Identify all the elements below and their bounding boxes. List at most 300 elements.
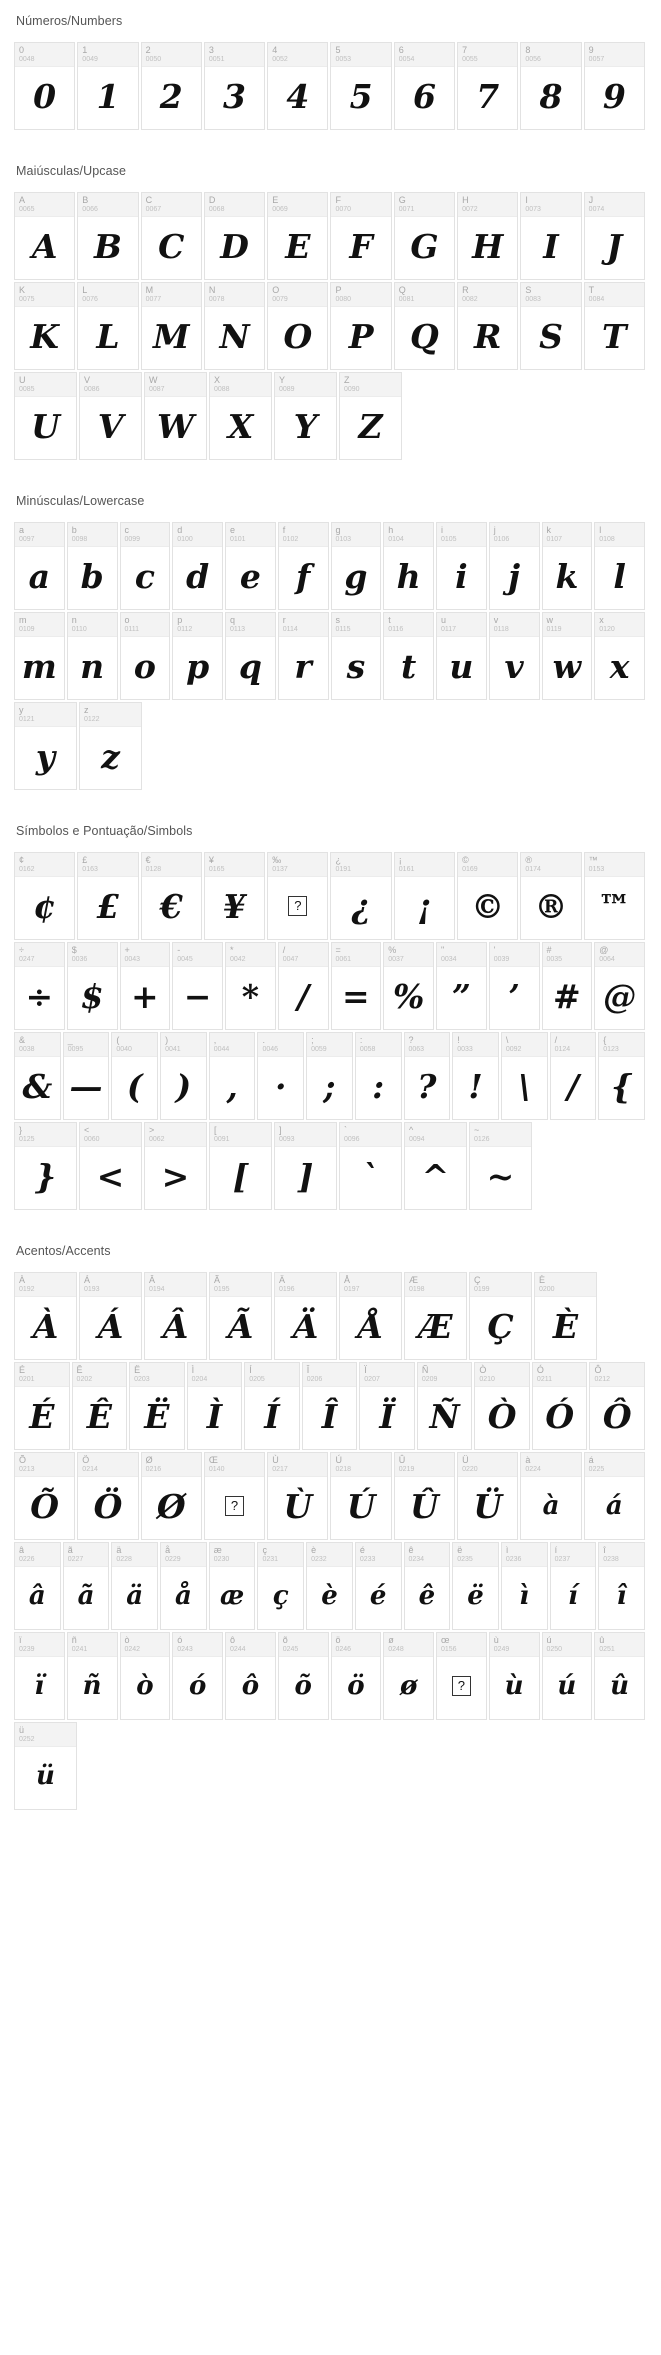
glyph-code-label: 0234 xyxy=(408,1556,425,1563)
glyph-meta xyxy=(332,1633,381,1657)
glyph-code-label: 0107 xyxy=(546,536,563,543)
glyph-cell[interactable] xyxy=(67,612,118,700)
glyph-cell[interactable] xyxy=(14,1362,70,1450)
glyph-meta xyxy=(405,1543,450,1567)
glyph-cell[interactable] xyxy=(14,42,75,130)
glyph-cell[interactable] xyxy=(489,612,540,700)
glyph-cell[interactable] xyxy=(330,852,391,940)
glyph-preview: å xyxy=(174,1581,192,1611)
glyph-cell[interactable] xyxy=(267,852,328,940)
glyph-cell[interactable] xyxy=(204,192,265,280)
glyph-cell[interactable] xyxy=(417,1362,473,1450)
glyph-cell[interactable] xyxy=(278,1632,329,1720)
glyph-cell[interactable] xyxy=(339,1122,402,1210)
glyph-cell[interactable] xyxy=(120,942,171,1030)
glyph-cell[interactable] xyxy=(267,282,328,370)
glyph-cell[interactable] xyxy=(469,1122,532,1210)
glyph-cell[interactable] xyxy=(257,1542,304,1630)
glyph-meta xyxy=(490,943,539,967)
glyph-code-label: 0093 xyxy=(279,1136,295,1143)
glyph-cell[interactable] xyxy=(77,42,138,130)
glyph-cell[interactable] xyxy=(274,372,337,460)
glyph-cell[interactable] xyxy=(120,612,171,700)
glyph-cell[interactable] xyxy=(160,1032,207,1120)
glyph-cell[interactable] xyxy=(598,1542,645,1630)
glyph-code-label: 0224 xyxy=(525,1466,541,1473)
glyph-char-label: c xyxy=(124,525,129,535)
glyph-cell[interactable] xyxy=(589,1362,645,1450)
glyph-preview: à xyxy=(542,1491,560,1521)
glyph-char-label: 8 xyxy=(525,45,531,55)
glyph-cell[interactable] xyxy=(452,1032,499,1120)
glyph-cell[interactable] xyxy=(209,1032,256,1120)
glyph-cell[interactable] xyxy=(331,942,382,1030)
glyph-cell[interactable] xyxy=(520,1452,581,1540)
glyph-meta xyxy=(15,1273,76,1297)
glyph-cell[interactable] xyxy=(141,282,202,370)
glyph-cell[interactable] xyxy=(474,1362,530,1450)
glyph-cell[interactable] xyxy=(79,372,142,460)
glyph-meta xyxy=(384,523,433,547)
glyph-cell[interactable] xyxy=(489,942,540,1030)
glyph-preview: î xyxy=(616,1581,627,1611)
glyph-preview: Á xyxy=(97,1306,124,1346)
glyph-cell[interactable] xyxy=(394,282,455,370)
glyph-char-label: i xyxy=(441,525,443,535)
glyph-cell[interactable] xyxy=(584,282,645,370)
glyph-meta xyxy=(307,1033,352,1057)
glyph-code-label: 0206 xyxy=(306,1376,323,1383)
glyph-row xyxy=(14,1362,647,1450)
glyph-code-label: 0098 xyxy=(71,536,88,543)
glyph-cell[interactable] xyxy=(457,282,518,370)
glyph-cell[interactable] xyxy=(394,42,455,130)
glyph-cell[interactable] xyxy=(141,852,202,940)
glyph-code-label: 0058 xyxy=(359,1046,376,1053)
glyph-cell[interactable] xyxy=(204,1452,265,1540)
glyph-preview: ’ xyxy=(508,976,520,1016)
glyph-cell[interactable] xyxy=(225,612,276,700)
glyph-meta xyxy=(356,1543,401,1567)
glyph-cell[interactable] xyxy=(14,852,75,940)
glyph-code-label: 0128 xyxy=(145,866,162,873)
glyph-meta xyxy=(521,853,580,877)
glyph-char-label: ® xyxy=(525,855,533,865)
glyph-cell[interactable] xyxy=(436,942,487,1030)
glyph-preview: B xyxy=(93,226,122,266)
glyph-cell[interactable] xyxy=(550,1542,597,1630)
glyph-char-label: e xyxy=(230,525,236,535)
glyph-cell[interactable] xyxy=(489,522,540,610)
glyph-cell[interactable] xyxy=(14,372,77,460)
glyph-cell[interactable] xyxy=(489,1632,540,1720)
glyph-cell[interactable] xyxy=(404,1032,451,1120)
glyph-preview: z xyxy=(101,736,120,776)
glyph-cell[interactable] xyxy=(120,1632,171,1720)
glyph-char-label: ö xyxy=(335,1635,341,1645)
glyph-preview: É xyxy=(29,1396,55,1436)
glyph-cell[interactable] xyxy=(404,1122,467,1210)
glyph-cell[interactable] xyxy=(267,42,328,130)
glyph-code-label: 0075 xyxy=(19,296,35,303)
glyph-code-label: 0120 xyxy=(599,626,615,633)
glyph-cell[interactable] xyxy=(394,192,455,280)
section-title: Maiúsculas/Upcase xyxy=(16,164,127,178)
glyph-code-label: 0193 xyxy=(84,1286,100,1293)
glyph-meta xyxy=(245,1363,299,1387)
glyph-cell[interactable] xyxy=(383,942,434,1030)
glyph-char-label: ™ xyxy=(588,855,598,865)
glyph-code-label: 0034 xyxy=(441,956,457,963)
glyph-code-label: 0165 xyxy=(208,866,225,873)
glyph-cell[interactable] xyxy=(129,1362,185,1450)
glyph-cell[interactable] xyxy=(501,1542,548,1630)
glyph-char-label: © xyxy=(462,855,469,865)
glyph-cell[interactable] xyxy=(598,1032,645,1120)
glyph-cell[interactable] xyxy=(172,522,223,610)
glyph-preview: ( xyxy=(126,1066,143,1106)
glyph-code-label: 0201 xyxy=(19,1376,35,1383)
glyph-cell[interactable] xyxy=(204,42,265,130)
glyph-cell[interactable] xyxy=(14,192,75,280)
glyph-cell[interactable] xyxy=(330,192,391,280)
glyph-cell[interactable] xyxy=(457,852,518,940)
glyph-char-label: g xyxy=(335,525,341,535)
glyph-cell[interactable] xyxy=(14,612,65,700)
glyph-cell[interactable] xyxy=(187,1362,243,1450)
glyph-code-label: 0046 xyxy=(262,1046,279,1053)
glyph-cell[interactable] xyxy=(67,1632,118,1720)
glyph-cell[interactable] xyxy=(542,942,593,1030)
glyph-code-label: 0116 xyxy=(388,626,404,633)
glyph-cell[interactable] xyxy=(77,1452,138,1540)
glyph-code-label: 0056 xyxy=(525,56,541,63)
section-title: Acentos/Accents xyxy=(16,1244,111,1258)
glyph-cell[interactable] xyxy=(14,522,65,610)
glyph-cell[interactable] xyxy=(77,852,138,940)
glyph-cell[interactable] xyxy=(144,1272,207,1360)
glyph-meta xyxy=(68,943,117,967)
glyph-char-label: m xyxy=(19,615,27,625)
glyph-cell[interactable] xyxy=(278,942,329,1030)
glyph-char-label: _ xyxy=(67,1035,73,1045)
glyph-row xyxy=(14,1722,647,1810)
glyph-char-label: E xyxy=(272,195,279,205)
glyph-code-label: 0082 xyxy=(462,296,478,303)
glyph-cell[interactable] xyxy=(209,1272,272,1360)
glyph-preview: R xyxy=(474,316,502,356)
glyph-code-label: 0049 xyxy=(82,56,98,63)
glyph-cell[interactable] xyxy=(550,1032,597,1120)
glyph-preview: á xyxy=(605,1491,623,1521)
glyph-cell[interactable] xyxy=(355,1542,402,1630)
glyph-cell[interactable] xyxy=(584,852,645,940)
glyph-code-label: 0057 xyxy=(588,56,605,63)
glyph-cell[interactable] xyxy=(359,1362,415,1450)
glyph-cell[interactable] xyxy=(542,522,593,610)
glyph-preview: } xyxy=(34,1156,57,1196)
glyph-cell[interactable] xyxy=(14,1632,65,1720)
glyph-cell[interactable] xyxy=(172,1632,223,1720)
glyph-cell[interactable] xyxy=(111,1032,158,1120)
glyph-char-label: r xyxy=(282,615,286,625)
glyph-cell[interactable] xyxy=(436,522,487,610)
glyph-code-label: 0077 xyxy=(145,296,162,303)
glyph-preview: ì xyxy=(519,1581,530,1611)
glyph-char-label: ì xyxy=(505,1545,509,1555)
glyph-cell[interactable] xyxy=(111,1542,158,1630)
glyph-char-label: 9 xyxy=(588,45,594,55)
glyph-char-label: . xyxy=(262,1035,265,1045)
glyph-code-label: 0063 xyxy=(408,1046,425,1053)
glyph-cell[interactable] xyxy=(67,522,118,610)
glyph-char-label: € xyxy=(145,855,151,865)
glyph-meta xyxy=(205,283,264,307)
glyph-cell[interactable] xyxy=(144,1122,207,1210)
glyph-cell[interactable] xyxy=(14,1452,75,1540)
glyph-preview: n xyxy=(80,646,105,686)
glyph-meta xyxy=(78,1453,137,1477)
glyph-cell[interactable] xyxy=(394,852,455,940)
glyph-code-label: 0250 xyxy=(546,1646,563,1653)
glyph-cell[interactable] xyxy=(457,1452,518,1540)
glyph-cell[interactable] xyxy=(257,1032,304,1120)
glyph-code-label: 0199 xyxy=(474,1286,490,1293)
glyph-meta xyxy=(279,1633,328,1657)
glyph-cell[interactable] xyxy=(330,282,391,370)
glyph-preview: w xyxy=(552,646,582,686)
glyph-code-label: 0051 xyxy=(208,56,225,63)
glyph-meta xyxy=(458,283,517,307)
glyph-cell[interactable] xyxy=(209,1542,256,1630)
glyph-char-label: u xyxy=(441,615,447,625)
glyph-cell[interactable] xyxy=(225,942,276,1030)
glyph-preview: ó xyxy=(188,1671,207,1701)
glyph-meta xyxy=(173,523,222,547)
glyph-cell[interactable] xyxy=(267,192,328,280)
glyph-cell[interactable] xyxy=(209,372,272,460)
glyph-meta xyxy=(268,853,327,877)
glyph-cell[interactable] xyxy=(452,1542,499,1630)
glyph-char-label: 4 xyxy=(272,45,278,55)
glyph-char-label: ; xyxy=(311,1035,314,1045)
glyph-cell[interactable] xyxy=(404,1272,467,1360)
glyph-cell[interactable] xyxy=(339,372,402,460)
glyph-char-label: å xyxy=(165,1545,171,1555)
glyph-meta xyxy=(437,1633,486,1657)
glyph-cell[interactable] xyxy=(172,612,223,700)
glyph-cell[interactable] xyxy=(244,1362,300,1450)
glyph-preview: o xyxy=(133,646,156,686)
section-title: Símbolos e Pontuação/Simbols xyxy=(16,824,193,838)
glyph-meta xyxy=(205,193,264,217)
glyph-cell[interactable] xyxy=(501,1032,548,1120)
glyph-meta xyxy=(80,1273,141,1297)
glyph-char-label: 5 xyxy=(335,45,341,55)
glyph-cell[interactable] xyxy=(594,612,645,700)
glyph-cell[interactable] xyxy=(209,1122,272,1210)
glyph-cell[interactable] xyxy=(14,1722,77,1810)
glyph-cell[interactable] xyxy=(302,1362,358,1450)
glyph-cell[interactable] xyxy=(278,612,329,700)
glyph-cell[interactable] xyxy=(520,192,581,280)
glyph-preview: p xyxy=(186,646,210,686)
glyph-cell[interactable] xyxy=(67,942,118,1030)
glyph-cell[interactable] xyxy=(267,1452,328,1540)
glyph-cell[interactable] xyxy=(77,282,138,370)
glyph-cell[interactable] xyxy=(144,372,207,460)
glyph-meta xyxy=(535,1273,596,1297)
glyph-cell[interactable] xyxy=(520,852,581,940)
glyph-cell[interactable] xyxy=(457,192,518,280)
glyph-cell[interactable] xyxy=(594,522,645,610)
glyph-cell[interactable] xyxy=(72,1362,128,1450)
glyph-meta xyxy=(210,1273,271,1297)
glyph-char-label: p xyxy=(177,615,183,625)
glyph-cell[interactable] xyxy=(542,1632,593,1720)
glyph-cell[interactable] xyxy=(77,192,138,280)
glyph-meta xyxy=(458,853,517,877)
glyph-cell[interactable] xyxy=(542,612,593,700)
glyph-cell[interactable] xyxy=(278,522,329,610)
glyph-cell[interactable] xyxy=(584,1452,645,1540)
glyph-cell[interactable] xyxy=(331,1632,382,1720)
glyph-cell[interactable] xyxy=(520,42,581,130)
glyph-cell[interactable] xyxy=(63,1542,110,1630)
glyph-cell[interactable] xyxy=(331,612,382,700)
glyph-cell[interactable] xyxy=(14,1542,61,1630)
glyph-code-label: 0219 xyxy=(398,1466,415,1473)
glyph-cell[interactable] xyxy=(225,1632,276,1720)
glyph-cell[interactable] xyxy=(14,942,65,1030)
glyph-cell[interactable] xyxy=(469,1272,532,1360)
glyph-cell[interactable] xyxy=(172,942,223,1030)
glyph-preview: j xyxy=(508,556,521,596)
glyph-meta xyxy=(279,613,328,637)
glyph-meta xyxy=(521,43,580,67)
glyph-cell[interactable] xyxy=(339,1272,402,1360)
glyph-row xyxy=(14,522,647,610)
glyph-cell[interactable] xyxy=(141,42,202,130)
glyph-char-label: P xyxy=(335,285,342,295)
glyph-cell[interactable] xyxy=(331,522,382,610)
glyph-char-label: t xyxy=(388,615,391,625)
glyph-cell[interactable] xyxy=(14,1122,77,1210)
glyph-code-label: 0209 xyxy=(421,1376,438,1383)
glyph-meta xyxy=(15,1723,76,1747)
glyph-code-label: 0218 xyxy=(335,1466,352,1473)
glyph-meta xyxy=(543,613,592,637)
glyph-cell[interactable] xyxy=(141,1452,202,1540)
glyph-code-label: 0126 xyxy=(474,1136,490,1143)
glyph-meta xyxy=(268,1453,327,1477)
glyph-cell[interactable] xyxy=(79,702,142,790)
glyph-cell[interactable] xyxy=(274,1272,337,1360)
missing-glyph-box: ? xyxy=(288,896,307,916)
glyph-cell[interactable] xyxy=(79,1272,142,1360)
glyph-cell[interactable] xyxy=(394,1452,455,1540)
glyph-cell[interactable] xyxy=(306,1542,353,1630)
glyph-code-label: 0059 xyxy=(311,1046,327,1053)
glyph-meta xyxy=(68,523,117,547)
glyph-char-label: Í xyxy=(249,1365,252,1375)
glyph-cell[interactable] xyxy=(160,1542,207,1630)
glyph-cell[interactable] xyxy=(457,42,518,130)
glyph-char-label: Ú xyxy=(335,1455,342,1465)
glyph-cell[interactable] xyxy=(383,1632,434,1720)
glyph-char-label: x xyxy=(599,615,604,625)
glyph-cell[interactable] xyxy=(204,282,265,370)
glyph-cell[interactable] xyxy=(534,1272,597,1360)
glyph-cell[interactable] xyxy=(14,282,75,370)
glyph-preview: ~ xyxy=(486,1156,515,1196)
glyph-cell[interactable] xyxy=(594,1632,645,1720)
glyph-char-label: è xyxy=(311,1545,317,1555)
glyph-cell[interactable] xyxy=(14,702,77,790)
glyph-cell[interactable] xyxy=(330,1452,391,1540)
glyph-cell[interactable] xyxy=(120,522,171,610)
glyph-code-label: 0231 xyxy=(262,1556,279,1563)
glyph-cell[interactable] xyxy=(79,1122,142,1210)
glyph-cell[interactable] xyxy=(532,1362,588,1450)
glyph-cell[interactable] xyxy=(520,282,581,370)
glyph-meta xyxy=(142,283,201,307)
glyph-code-label: 0053 xyxy=(335,56,352,63)
glyph-meta xyxy=(112,1543,157,1567)
glyph-cell[interactable] xyxy=(306,1032,353,1120)
glyph-preview: { xyxy=(610,1066,633,1106)
glyph-char-label: X xyxy=(214,375,221,385)
glyph-meta xyxy=(112,1033,157,1057)
glyph-grid xyxy=(14,192,647,460)
glyph-cell[interactable] xyxy=(204,852,265,940)
glyph-preview: K xyxy=(30,316,59,356)
glyph-cell[interactable] xyxy=(436,612,487,700)
glyph-code-label: 0237 xyxy=(554,1556,571,1563)
glyph-char-label: ã xyxy=(67,1545,73,1555)
glyph-char-label: ^ xyxy=(409,1125,414,1135)
glyph-cell[interactable] xyxy=(274,1122,337,1210)
glyph-cell[interactable] xyxy=(355,1032,402,1120)
glyph-cell[interactable] xyxy=(14,1032,61,1120)
glyph-code-label: 0090 xyxy=(344,386,360,393)
glyph-cell[interactable] xyxy=(436,1632,487,1720)
glyph-row xyxy=(14,1272,647,1360)
glyph-cell[interactable] xyxy=(383,522,434,610)
glyph-char-label: C xyxy=(145,195,153,205)
glyph-preview: U xyxy=(31,406,60,446)
glyph-code-label: 0204 xyxy=(191,1376,208,1383)
glyph-cell[interactable] xyxy=(225,522,276,610)
glyph-char-label: F xyxy=(335,195,341,205)
glyph-meta xyxy=(142,1453,201,1477)
glyph-section xyxy=(14,164,647,460)
glyph-cell[interactable] xyxy=(141,192,202,280)
glyph-cell[interactable] xyxy=(594,942,645,1030)
glyph-code-label: 0212 xyxy=(594,1376,611,1383)
glyph-meta xyxy=(226,1633,275,1657)
glyph-meta xyxy=(395,43,454,67)
glyph-cell[interactable] xyxy=(14,1272,77,1360)
glyph-code-label: 0072 xyxy=(462,206,478,213)
glyph-cell[interactable] xyxy=(584,192,645,280)
glyph-meta xyxy=(458,193,517,217)
glyph-cell[interactable] xyxy=(383,612,434,700)
glyph-cell[interactable] xyxy=(63,1032,110,1120)
glyph-cell[interactable] xyxy=(584,42,645,130)
glyph-cell[interactable] xyxy=(404,1542,451,1630)
glyph-cell[interactable] xyxy=(330,42,391,130)
